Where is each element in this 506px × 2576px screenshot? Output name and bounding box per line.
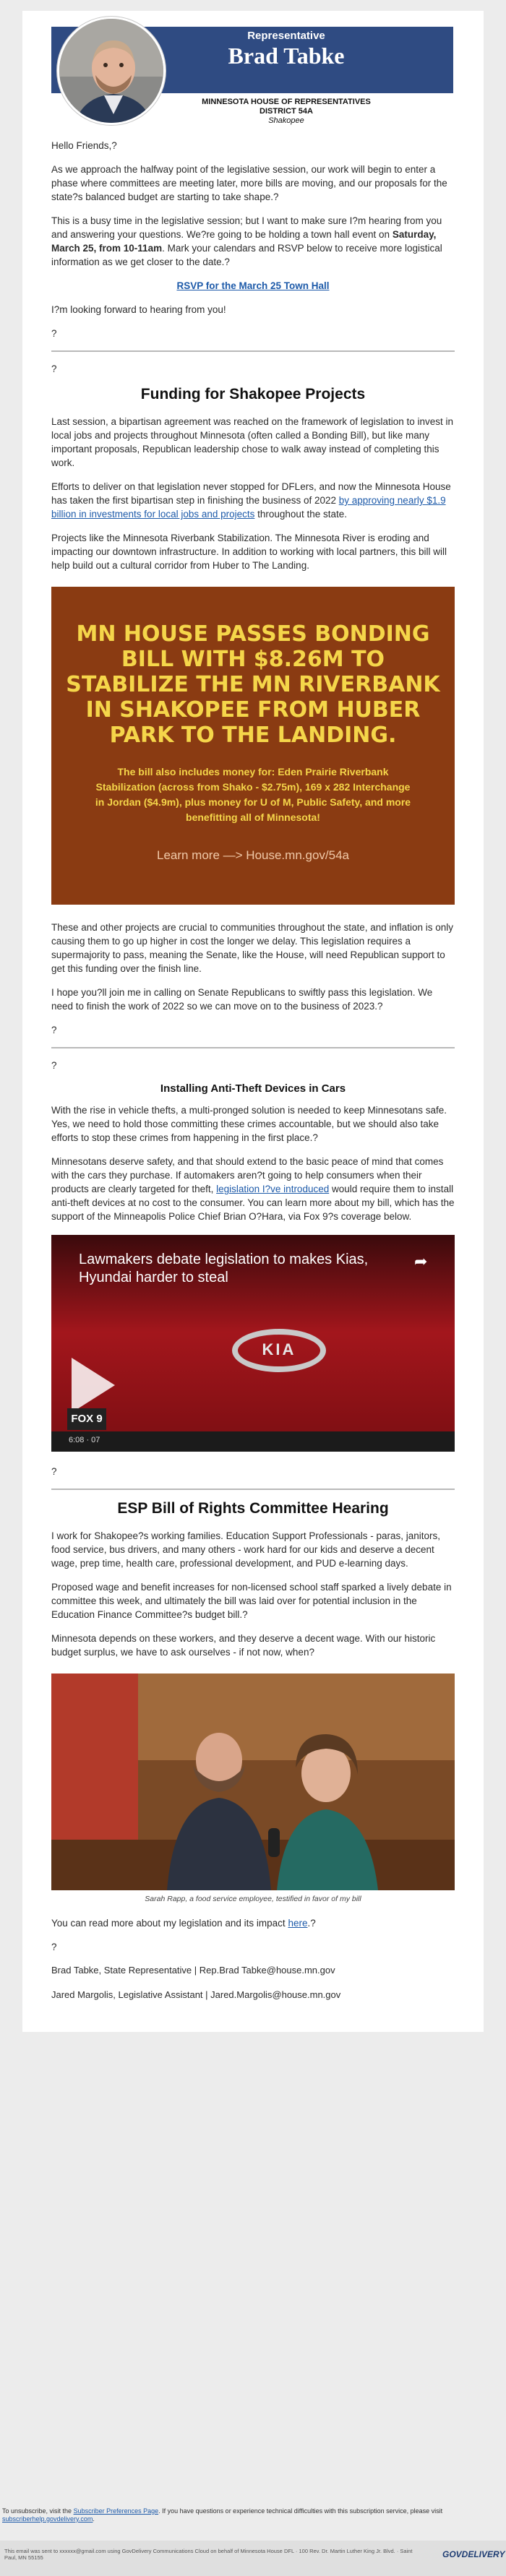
spacer-mark: ? bbox=[51, 1025, 57, 1035]
unsub-text-b: . If you have questions or experience technical difficulties with this subscription service, please visit bbox=[158, 2507, 443, 2515]
esp-paragraph-1: I work for Shakopee?s working families. Education Support Professionals - paras, janitors, food service, bus drivers, and many others - work hard for our kids and deserve a decent wage, prep time, health care, professional development, and PUD e-learning days. bbox=[51, 1530, 441, 1569]
spacer-mark: ? bbox=[51, 328, 57, 339]
read-more-suffix: .? bbox=[307, 1918, 316, 1929]
antitheft-paragraph-2 bbox=[51, 1155, 455, 1223]
greeting: Hello Friends,? bbox=[51, 140, 117, 151]
signature-line-1: Brad Tabke, State Representative | Rep.Brad Tabke@house.mn.gov bbox=[51, 1965, 335, 1976]
header-district: DISTRICT 54A bbox=[260, 107, 313, 116]
header-name: Brad Tabke bbox=[228, 43, 345, 69]
portrait-image bbox=[59, 19, 166, 125]
banner-learn-more: Learn more —> House.mn.gov/54a bbox=[156, 848, 349, 862]
unsubscribe-footer bbox=[0, 2507, 506, 2523]
divider bbox=[51, 350, 455, 352]
header-role: Representative bbox=[247, 30, 325, 42]
fox9-video-thumbnail[interactable] bbox=[51, 1235, 455, 1452]
antitheft-paragraph-1: With the rise in vehicle thefts, a multi-pronged solution is needed to keep Minnesotans safe. Yes, we need to hold those committing these crimes accountable, but we should also take efforts to stop these crimes from happening in the first place.? bbox=[51, 1105, 447, 1143]
banner-details: The bill also includes money for: Eden Prairie Riverbank Stabilization (across from Shako - $2.75m), 169 x 282 Interchange in Jordan ($4.9m), plus money for U of M, Public Safety, and more benefitting all of Minnesota! bbox=[95, 766, 411, 823]
signature-line-2: Jared Margolis, Legislative Assistant | Jared.Margolis@house.mn.gov bbox=[51, 1989, 341, 2000]
town-hall-text-c: . Mark your calendars and RSVP below to receive more logistical information as we get closer to the date.? bbox=[51, 243, 442, 267]
esp-paragraph-3: Minnesota depends on these workers, and they deserve a decent wage. With our historic budget surplus, we have to ask ourselves - if not now, when? bbox=[51, 1633, 436, 1658]
bonding-text-b: throughout the state. bbox=[254, 509, 347, 520]
bonding-investments-link[interactable]: by approving nearly $1.9 billion in investments for local jobs and projects bbox=[51, 495, 446, 520]
video-timestamp: 6:08 · 07 bbox=[69, 1436, 100, 1444]
read-more-link[interactable]: here bbox=[288, 1918, 308, 1929]
newsletter-card bbox=[22, 11, 484, 2032]
kia-logo-text: KIA bbox=[262, 1340, 296, 1358]
spacer-mark: ? bbox=[51, 1466, 57, 1477]
intro-paragraph: As we approach the halfway point of the legislative session, our work will begin to enter a phase where committees are meeting later, more bills are moving, and our proposals for the state?s balanced budget are starting to take shape.? bbox=[51, 164, 447, 202]
subscriber-preferences-link[interactable]: Subscriber Preferences Page bbox=[73, 2507, 159, 2515]
antitheft-text-a: Minnesotans deserve safety, and that should extend to the basic peace of mind that comes with the cars they purchase. If automakers aren?t going to help consumers when their products are clearly targeted for theft, bbox=[51, 1156, 444, 1194]
committee-hearing-photo bbox=[51, 1673, 455, 1890]
hearing-photo-drawing bbox=[51, 1673, 455, 1890]
divider bbox=[51, 1047, 455, 1048]
subscriber-help-link[interactable]: subscriberhelp.govdelivery.com bbox=[2, 2515, 93, 2523]
spacer-mark: ? bbox=[51, 1060, 57, 1071]
header-subtitle bbox=[163, 98, 409, 126]
fox9-logo: FOX 9 bbox=[67, 1408, 106, 1430]
govdelivery-footer bbox=[0, 2541, 506, 2576]
antitheft-text-b: would require them to install anti-theft devices at no cost to the consumer. You can learn more about my bill, which has the support of the Minneapolis Police Chief Brian O?Hara, via Fox 9?s coverage below. bbox=[51, 1184, 455, 1222]
bonding-text-a: Efforts to deliver on that legislation never stopped for DFLers, and now the Minnesota House has taken the first bipartisan step in finishing the business of 2022 bbox=[51, 481, 451, 506]
unsub-text-a: To unsubscribe, visit the bbox=[2, 2507, 74, 2515]
legislation-link[interactable]: legislation I?ve introduced bbox=[216, 1184, 330, 1194]
govdelivery-logo[interactable]: GOVDELIVERY bbox=[442, 2549, 505, 2559]
read-more-paragraph bbox=[51, 1916, 455, 1930]
divider bbox=[51, 1489, 455, 1490]
avatar bbox=[57, 17, 166, 125]
spacer-mark: ? bbox=[51, 363, 57, 374]
banner-headline: MN HOUSE PASSES BONDING BILL WITH $8.26M TO STABILIZE THE MN RIVERBANK IN SHAKOPEE FROM HUBER PARK TO THE LANDING. bbox=[66, 621, 440, 748]
video-title: Lawmakers debate legislation to makes Kias, Hyundai harder to steal bbox=[79, 1252, 369, 1285]
header-banner bbox=[22, 11, 484, 132]
photo-caption: Sarah Rapp, a food service employee, testified in favor of my bill bbox=[145, 1895, 361, 1903]
bonding-paragraph-2 bbox=[51, 480, 455, 521]
video-control-bar bbox=[51, 1431, 455, 1452]
bonding-paragraph-4: These and other projects are crucial to communities throughout the state, and inflation is only causing them to go up higher in cost the longer we delay. This legislation requires a supermajority to pass, meaning the Senate, like the House, will need Republican support to get this funding over the finish line. bbox=[51, 922, 454, 974]
share-icon[interactable]: ➦ bbox=[414, 1252, 428, 1270]
play-icon[interactable] bbox=[72, 1358, 115, 1413]
rsvp-link[interactable]: RSVP for the March 25 Town Hall bbox=[176, 280, 330, 291]
header-house: MINNESOTA HOUSE OF REPRESENTATIVES bbox=[202, 98, 371, 106]
bonding-banner-image[interactable] bbox=[51, 587, 455, 905]
bonding-paragraph-5: I hope you?ll join me in calling on Senate Republicans to swiftly pass this legislation. We need to finish the work of 2022 so we can move on to the business of 2023.? bbox=[51, 987, 433, 1012]
town-hall-text-a: This is a busy time in the legislative session; but I want to make sure I?m hearing from you and answering your questions. We?re going to be holding a town hall event on bbox=[51, 215, 442, 240]
read-more-text: You can read more about my legislation and its impact bbox=[51, 1918, 288, 1929]
antitheft-heading: Installing Anti-Theft Devices in Cars bbox=[160, 1082, 346, 1095]
esp-paragraph-2: Proposed wage and benefit increases for non-licensed school staff sparked a lively debate in committee this week, and ultimately the bill was laid over for potential inclusion in the Education Finance Committee?s budget bill.? bbox=[51, 1582, 452, 1620]
header-town: Shakopee bbox=[268, 116, 304, 125]
town-hall-date: Saturday, March 25, from 10-11am bbox=[51, 229, 437, 254]
bonding-paragraph-3: Projects like the Minnesota Riverbank Stabilization. The Minnesota River is eroding and impacting our downtown infrastructure. In addition to working with local partners, this bill will help build out a cultural corridor from Huber to The Landing. bbox=[51, 533, 447, 571]
bonding-paragraph-1: Last session, a bipartisan agreement was reached on the framework of legislation to invest in local jobs and projects throughout Minnesota (often called a Bonding Bill), but like many important proposals, Republican leadership chose to walk away instead of completing this work. bbox=[51, 416, 454, 468]
rsvp-paragraph bbox=[51, 279, 455, 293]
footer-fine-print: This email was sent to xxxxxx@gmail.com using GovDelivery Communications Cloud on behalf of Minnesota House DFL · 100 Rev. Dr. Martin Luther King Jr. Blvd. · Saint Paul, MN 55155 bbox=[4, 2548, 413, 2561]
bonding-heading: Funding for Shakopee Projects bbox=[140, 386, 366, 402]
unsub-text-c: . bbox=[93, 2515, 95, 2523]
header-title bbox=[163, 30, 409, 69]
esp-heading: ESP Bill of Rights Committee Hearing bbox=[117, 1500, 389, 1517]
town-hall-paragraph bbox=[51, 214, 455, 269]
spacer-mark: ? bbox=[51, 1942, 57, 1952]
closing-line: I?m looking forward to hearing from you! bbox=[51, 304, 226, 315]
